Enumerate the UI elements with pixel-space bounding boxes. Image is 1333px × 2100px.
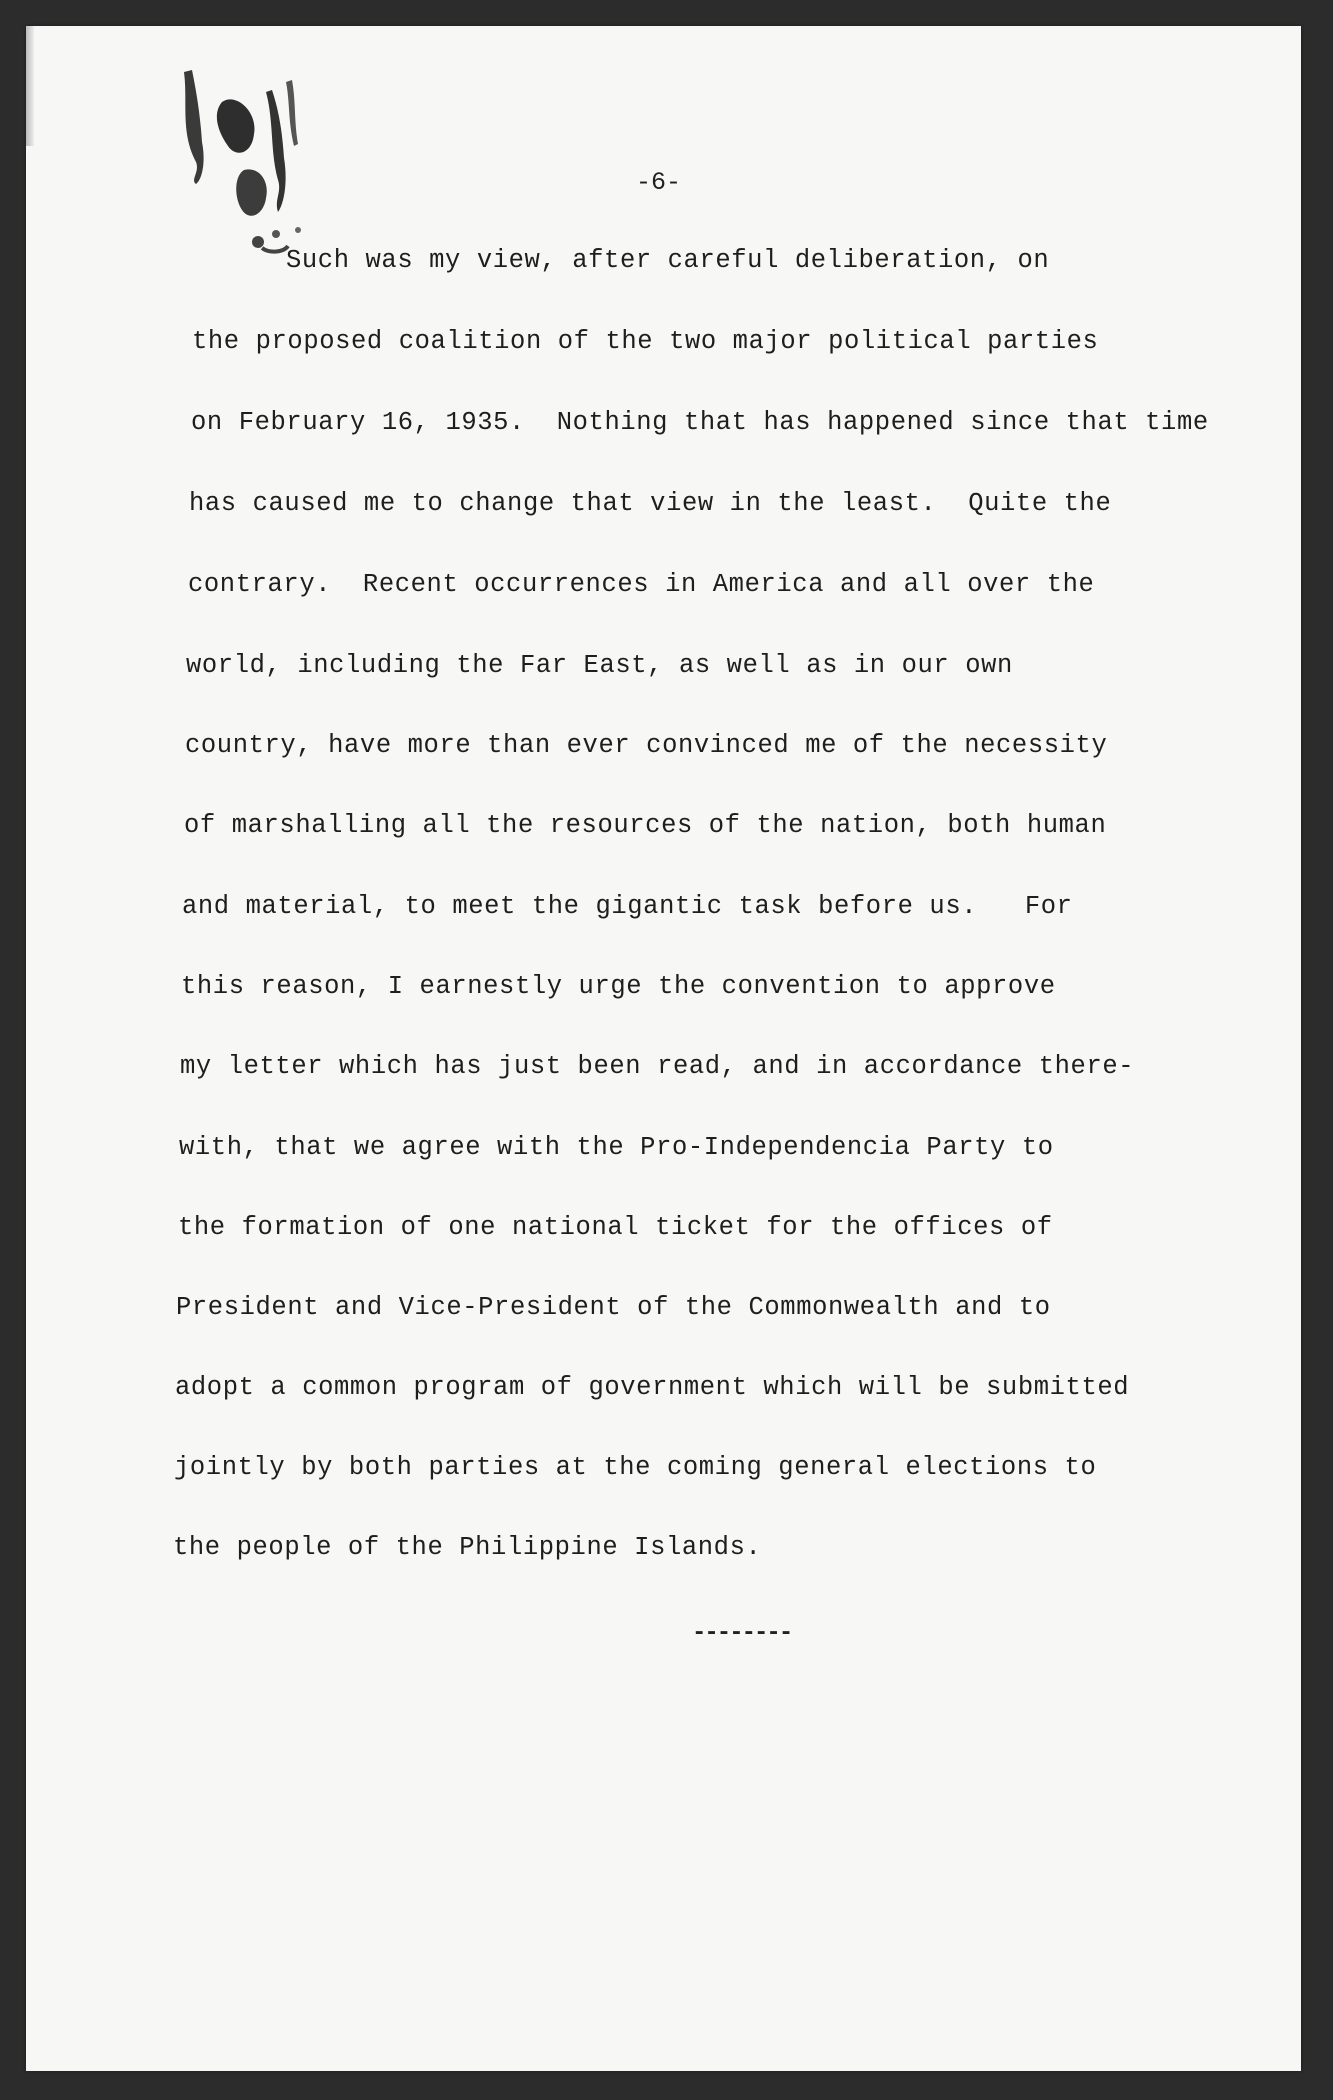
text-line: world, including the Far East, as well as in our own bbox=[186, 651, 1013, 680]
text-line: and material, to meet the gigantic task before us. For bbox=[182, 892, 1073, 921]
text-line: Such was my view, after careful deliberation, on bbox=[286, 246, 1050, 275]
text-line: on February 16, 1935. Nothing that has happened since that time bbox=[191, 408, 1209, 437]
text-line: President and Vice-President of the Commonwealth and to bbox=[176, 1293, 1051, 1322]
end-mark: -------- bbox=[692, 1620, 792, 1647]
text-line: my letter which has just been read, and in accordance there- bbox=[180, 1052, 1135, 1081]
text-line: country, have more than ever convinced me of the necessity bbox=[185, 731, 1108, 760]
text-line: the people of the Philippine Islands. bbox=[173, 1533, 762, 1562]
text-line: with, that we agree with the Pro-Independencia Party to bbox=[179, 1133, 1054, 1162]
text-line: has caused me to change that view in the least. Quite the bbox=[189, 489, 1112, 518]
text-line: the proposed coalition of the two major political parties bbox=[192, 327, 1099, 356]
text-line: of marshalling all the resources of the nation, both human bbox=[184, 811, 1107, 840]
page-number: -6- bbox=[636, 168, 682, 197]
text-line: this reason, I earnestly urge the convention to approve bbox=[181, 972, 1056, 1001]
text-line: jointly by both parties at the coming general elections to bbox=[174, 1453, 1097, 1482]
text-line: contrary. Recent occurrences in America and all over the bbox=[188, 570, 1095, 599]
text-line: adopt a common program of government which will be submitted bbox=[175, 1373, 1130, 1402]
text-line: the formation of one national ticket for the offices of bbox=[178, 1213, 1053, 1242]
